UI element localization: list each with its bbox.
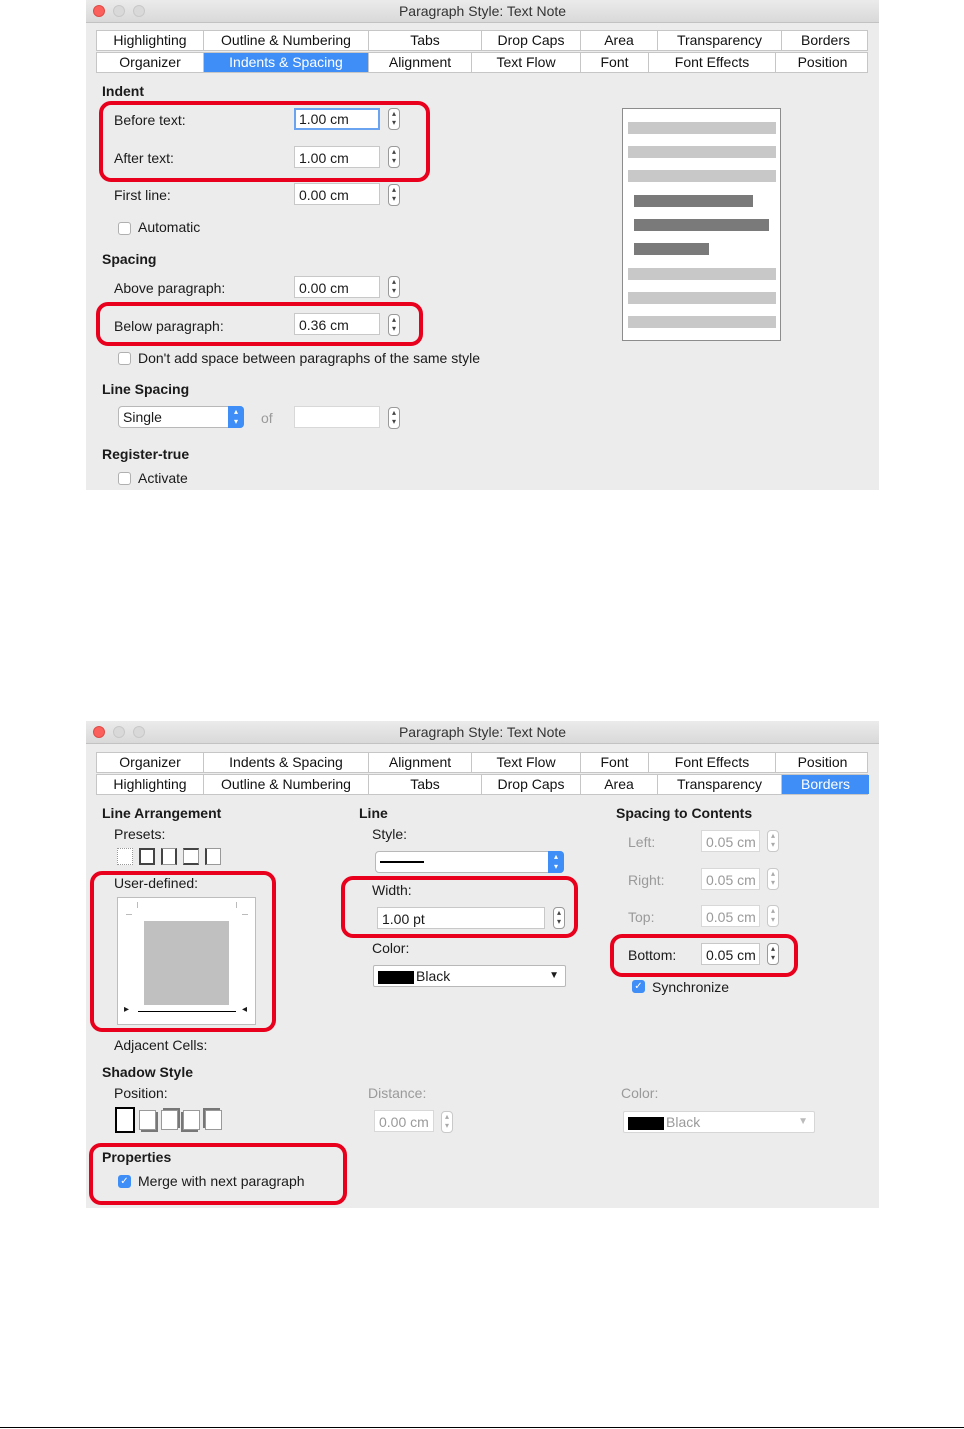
tab-organizer[interactable]: Organizer	[97, 53, 204, 72]
right-spacing-spinner[interactable]: ▴ ▾	[767, 868, 779, 890]
right-spacing-input[interactable]: 0.05 cm	[701, 868, 760, 890]
preview-line	[628, 268, 776, 280]
tab-highlighting[interactable]: Highlighting	[97, 775, 204, 794]
shadow-distance-label: Distance:	[368, 1085, 427, 1101]
below-paragraph-label: Below paragraph:	[114, 318, 224, 334]
line-arrangement-heading: Line Arrangement	[102, 805, 222, 821]
indents-spacing-dialog	[86, 0, 879, 490]
dialog-title: Paragraph Style: Text Note	[398, 3, 567, 19]
top-spacing-spinner[interactable]: ▴ ▾	[767, 905, 779, 927]
first-line-input[interactable]: 0.00 cm	[294, 183, 380, 205]
tab-outline-numbering[interactable]: Outline & Numbering	[204, 31, 369, 50]
indent-heading: Indent	[102, 83, 144, 99]
tab-row-2	[96, 52, 868, 73]
spacing-to-contents-heading: Spacing to Contents	[616, 805, 753, 821]
tab-borders[interactable]: Borders	[800, 32, 851, 48]
bottom-spacing-spinner[interactable]: ▴ ▾	[767, 943, 779, 965]
bottom-spacing-input[interactable]: 0.05 cm	[701, 943, 760, 965]
before-text-input[interactable]: 1.00 cm	[294, 108, 380, 130]
left-spacing-spinner[interactable]: ▴ ▾	[767, 830, 779, 852]
tab-text-flow[interactable]: Text Flow	[472, 53, 581, 72]
dialog-title: Paragraph Style: Text Note	[398, 724, 567, 740]
merge-next-paragraph-checkbox[interactable]: ✓	[118, 1175, 131, 1188]
highlight-bottom-spacing	[610, 934, 798, 977]
tab-font[interactable]: Font	[581, 753, 649, 772]
color-label: Color:	[372, 940, 410, 956]
title-bar	[86, 0, 879, 23]
merge-next-paragraph-label: Merge with next paragraph	[138, 1173, 305, 1189]
below-paragraph-input[interactable]: 0.36 cm	[294, 313, 380, 335]
shadow-distance-spinner[interactable]: ▴ ▾	[441, 1111, 453, 1133]
line-heading: Line	[359, 805, 388, 821]
above-paragraph-spinner[interactable]: ▴ ▾	[388, 276, 400, 298]
right-spacing-label: Right:	[628, 872, 665, 888]
shadow-bottom-left-icon[interactable]	[183, 1110, 200, 1130]
preview-line	[628, 170, 776, 182]
tab-position[interactable]: Position	[797, 754, 848, 770]
chevron-updown-icon: ▴ ▾	[228, 406, 244, 428]
preset-none-icon[interactable]	[117, 848, 133, 865]
user-defined-label: User-defined:	[114, 875, 199, 891]
page-bottom-rule	[0, 1427, 964, 1428]
line-style-select[interactable]	[375, 851, 564, 873]
tab-font-effects[interactable]: Font Effects	[649, 53, 776, 72]
tab-alignment[interactable]: Alignment	[369, 753, 472, 772]
top-spacing-label: Top:	[628, 909, 655, 925]
shadow-style-heading: Shadow Style	[102, 1064, 194, 1080]
tab-area[interactable]: Area	[581, 31, 658, 50]
presets-label: Presets:	[114, 826, 166, 842]
after-text-label: After text:	[114, 150, 174, 166]
shadow-color-label: Color:	[621, 1085, 659, 1101]
register-activate-checkbox[interactable]	[118, 472, 131, 485]
synchronize-checkbox[interactable]: ✓	[632, 980, 645, 993]
color-swatch	[628, 1117, 664, 1130]
tab-drop-caps[interactable]: Drop Caps	[482, 31, 581, 50]
automatic-label: Automatic	[138, 219, 201, 235]
before-text-spinner[interactable]: ▴ ▾	[388, 108, 400, 130]
after-text-spinner[interactable]: ▴ ▾	[388, 146, 400, 168]
of-label: of	[261, 410, 273, 426]
preview-line	[628, 146, 776, 158]
tab-transparency[interactable]: Transparency	[658, 775, 782, 794]
preview-current-line	[634, 243, 709, 255]
tab-borders[interactable]: Borders	[782, 775, 869, 794]
spacing-heading: Spacing	[102, 251, 157, 267]
line-color-value: Black	[416, 968, 451, 984]
synchronize-label: Synchronize	[652, 979, 730, 995]
preset-left-right-icon[interactable]	[161, 848, 177, 865]
tab-indents-spacing[interactable]: Indents & Spacing	[204, 53, 369, 72]
style-label: Style:	[372, 826, 408, 842]
top-spacing-input[interactable]: 0.05 cm	[701, 905, 760, 927]
title-bar	[86, 721, 879, 744]
highlight-properties	[89, 1143, 347, 1205]
tab-organizer[interactable]: Organizer	[97, 753, 204, 772]
left-spacing-input[interactable]: 0.05 cm	[701, 830, 760, 852]
highlight-user-defined	[90, 871, 276, 1032]
preview-current-line	[634, 219, 769, 231]
paragraph-preview	[622, 108, 781, 341]
tab-text-flow[interactable]: Text Flow	[472, 753, 581, 772]
line-spacing-of-input[interactable]	[294, 406, 380, 428]
shadow-none-icon[interactable]	[115, 1107, 135, 1133]
highlight-below-paragraph	[96, 302, 423, 346]
first-line-spinner[interactable]: ▴ ▾	[388, 184, 400, 206]
above-paragraph-input[interactable]: 0.00 cm	[294, 276, 380, 298]
tab-highlighting[interactable]: Highlighting	[97, 31, 204, 50]
arrow-left-icon: ◂	[242, 1004, 248, 1015]
preset-left-icon[interactable]	[205, 848, 221, 865]
tab-alignment[interactable]: Alignment	[369, 53, 472, 72]
shadow-top-right-icon[interactable]	[161, 1110, 178, 1130]
above-paragraph-label: Above paragraph:	[114, 280, 226, 296]
preview-line	[628, 292, 776, 304]
shadow-distance-input[interactable]: 0.00 cm	[374, 1110, 434, 1132]
left-spacing-label: Left:	[628, 834, 656, 850]
highlight-indent	[99, 101, 430, 182]
tab-tabs[interactable]: Tabs	[369, 31, 482, 50]
no-space-same-style-label: Don't add space between paragraphs of the same style	[138, 350, 480, 366]
shadow-top-left-icon[interactable]	[205, 1110, 222, 1130]
automatic-checkbox[interactable]	[118, 222, 131, 235]
dropdown-arrow-icon: ▼	[798, 1116, 808, 1127]
tab-drop-caps[interactable]: Drop Caps	[482, 775, 581, 794]
bottom-spacing-label: Bottom:	[628, 947, 677, 963]
solid-line-icon	[380, 861, 424, 863]
chevron-updown-icon: ▴ ▾	[548, 851, 564, 873]
shadow-bottom-right-icon[interactable]	[139, 1110, 156, 1130]
shadow-position-label: Position:	[114, 1085, 168, 1101]
preview-line	[628, 316, 776, 328]
borders-dialog	[86, 721, 879, 1208]
preset-top-bottom-icon[interactable]	[183, 848, 199, 865]
width-label: Width:	[372, 882, 412, 898]
color-swatch	[378, 971, 414, 984]
preview-current-line	[634, 195, 753, 207]
register-true-heading: Register-true	[102, 446, 190, 462]
tab-position[interactable]: Position	[797, 54, 848, 70]
line-spacing-heading: Line Spacing	[102, 381, 190, 397]
no-space-same-style-checkbox[interactable]	[118, 352, 131, 365]
line-spacing-of-spinner[interactable]: ▴ ▾	[388, 407, 400, 429]
line-width-spinner[interactable]: ▴ ▾	[553, 907, 565, 929]
first-line-label: First line:	[114, 187, 171, 203]
arrow-right-icon: ▸	[124, 1004, 130, 1015]
after-text-input[interactable]: 1.00 cm	[294, 146, 380, 168]
line-spacing-select[interactable]	[118, 406, 244, 428]
preview-line	[628, 122, 776, 134]
tab-row-2	[96, 774, 868, 795]
preset-all-borders-icon[interactable]	[139, 848, 155, 865]
tab-font-effects[interactable]: Font Effects	[649, 753, 776, 772]
shadow-color-select[interactable]	[623, 1111, 815, 1133]
adjacent-cells-label: Adjacent Cells:	[114, 1037, 208, 1053]
tab-transparency[interactable]: Transparency	[658, 31, 782, 50]
highlight-width	[341, 876, 578, 938]
line-width-input[interactable]: 1.00 pt	[377, 907, 545, 929]
tab-tabs[interactable]: Tabs	[369, 775, 482, 794]
tab-font[interactable]: Font	[581, 53, 649, 72]
shadow-color-value: Black	[666, 1114, 701, 1130]
register-activate-label: Activate	[138, 470, 188, 486]
line-spacing-selected: Single	[123, 409, 162, 425]
properties-heading: Properties	[102, 1149, 172, 1165]
below-paragraph-spinner[interactable]: ▴ ▾	[388, 314, 400, 336]
dropdown-arrow-icon: ▼	[549, 970, 559, 981]
tab-outline-numbering[interactable]: Outline & Numbering	[204, 775, 369, 794]
tab-row-1	[96, 752, 868, 773]
line-color-select[interactable]	[373, 965, 566, 987]
tab-row-1	[96, 30, 868, 51]
before-text-label: Before text:	[114, 112, 186, 128]
tab-indents-spacing[interactable]: Indents & Spacing	[204, 753, 369, 772]
tab-area[interactable]: Area	[581, 775, 658, 794]
